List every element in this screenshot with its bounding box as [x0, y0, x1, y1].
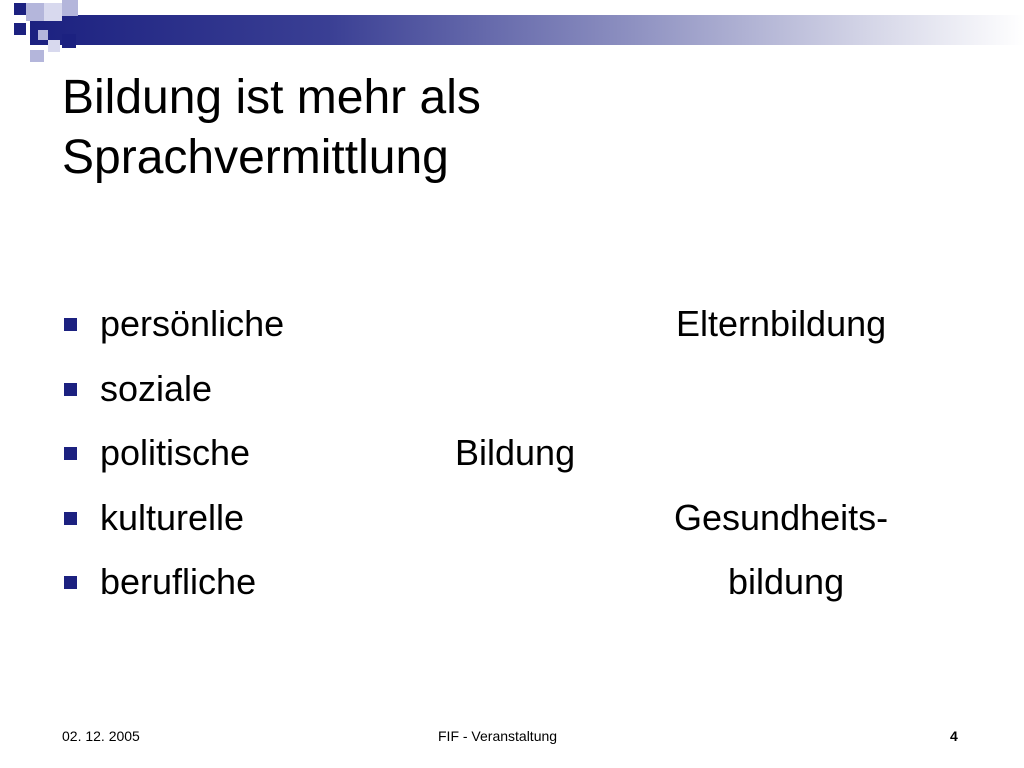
- list-item: [62, 555, 1022, 620]
- list-item: [62, 426, 1022, 491]
- header-gradient-bar: [30, 15, 1024, 45]
- square-bullet-icon: [64, 447, 77, 460]
- bullet-aside: Bildung: [455, 432, 576, 473]
- footer-center: FIF - Veranstaltung: [438, 728, 558, 744]
- bullet-label: berufliche: [100, 561, 257, 602]
- page-number: 4: [950, 728, 958, 744]
- decor-square: [26, 3, 44, 21]
- bullet-aside: Gesundheits-: [674, 496, 889, 538]
- bullet-list: [62, 297, 1022, 620]
- bullet-aside: bildung: [728, 561, 845, 602]
- decor-square: [38, 30, 48, 40]
- bullet-label: persönliche: [100, 303, 285, 344]
- decor-square: [14, 23, 26, 35]
- decor-square: [30, 50, 44, 62]
- square-bullet-icon: [64, 512, 77, 525]
- bullet-label: politische: [100, 432, 251, 473]
- decor-square: [62, 0, 78, 16]
- bullet-label: soziale: [100, 367, 213, 409]
- footer-date: 02. 12. 2005: [62, 728, 140, 744]
- slide-title: Bildung ist mehr als Sprachvermittlung: [62, 71, 481, 184]
- decor-square: [48, 40, 60, 52]
- list-item: [62, 297, 1022, 362]
- bullet-label: kulturelle: [100, 496, 245, 538]
- square-bullet-icon: [64, 318, 77, 331]
- square-bullet-icon: [64, 383, 77, 396]
- square-bullet-icon: [64, 576, 77, 589]
- bullet-aside: Elternbildung: [676, 303, 887, 344]
- decor-square: [44, 3, 62, 21]
- decor-square: [62, 34, 76, 48]
- list-item: [62, 362, 1022, 427]
- decor-square: [14, 3, 26, 15]
- list-item: [62, 491, 1022, 556]
